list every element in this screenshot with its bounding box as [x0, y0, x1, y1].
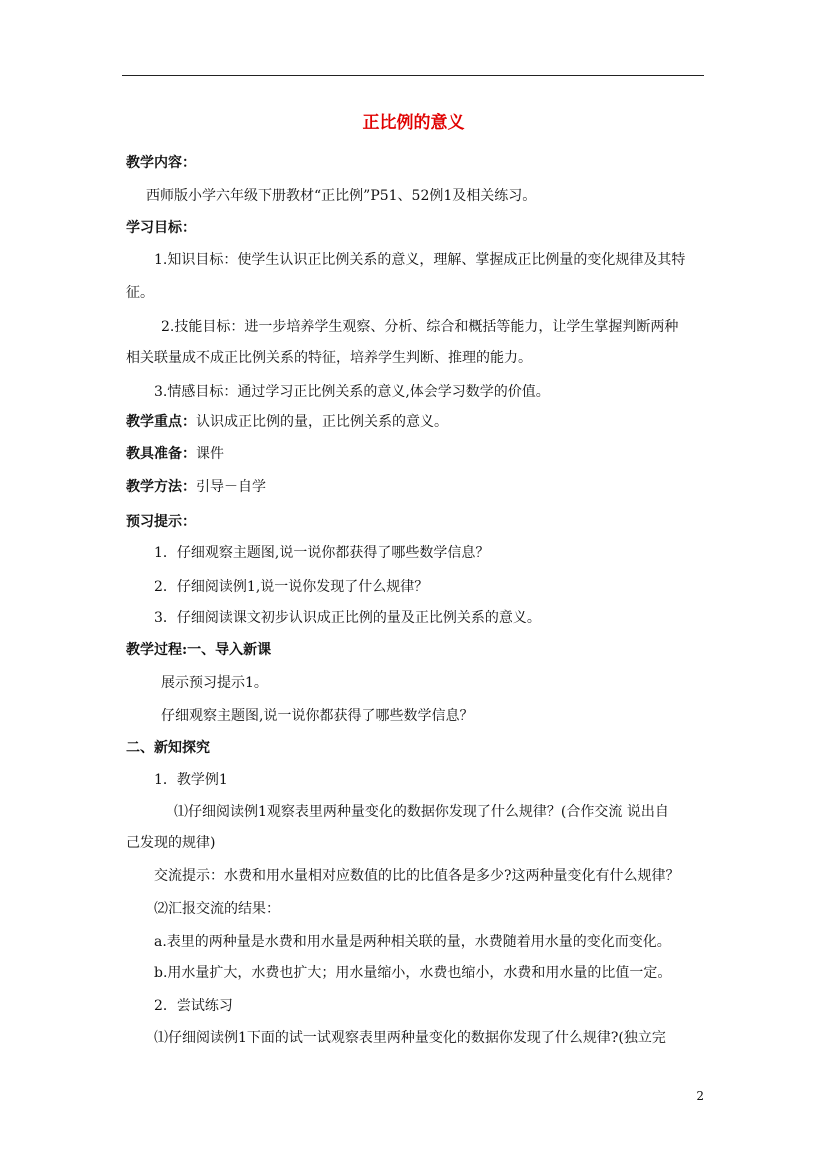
text-line	[154, 932, 671, 952]
line-text: 引导－自学	[196, 479, 266, 495]
section-heading: 教学内容：	[126, 155, 196, 171]
line-text: 1.知识目标：使学生认识正比例关系的意义，理解、掌握成正比例量的变化规律及其特	[154, 252, 686, 268]
line-text: ⑴仔细阅读例1下面的试一试观察表里两种量变化的数据你发现了什么规律?(独立完	[154, 1030, 666, 1046]
line-text: 认识成正比例的量，正比例关系的意义。	[196, 414, 448, 430]
line-text: 3．仔细阅读课文初步认识成正比例的量及正比例关系的意义。	[154, 610, 541, 626]
line-text: 3.情感目标：通过学习正比例关系的意义,体会学习数学的价值。	[154, 384, 550, 400]
text-line	[154, 899, 280, 919]
text-line	[154, 577, 428, 597]
line-text: 2．尝试练习	[154, 998, 233, 1014]
line-text: ⑵汇报交流的结果：	[154, 901, 280, 917]
line-text: 相关联量成不成正比例关系的特征，培养学生判断、推理的能力。	[126, 350, 532, 366]
text-line	[154, 543, 489, 563]
text-line	[126, 833, 215, 853]
line-text: 展示预习提示1。	[161, 675, 268, 691]
document-title: 正比例的意义	[362, 113, 465, 133]
text-line	[126, 153, 196, 173]
line-text: b.用水量扩大，水费也扩大；用水量缩小，水费也缩小，水费和用水量的比值一定。	[154, 965, 672, 981]
line-text: 征。	[126, 285, 154, 301]
text-line	[126, 477, 266, 497]
text-line	[126, 218, 196, 238]
text-line	[174, 802, 669, 822]
text-line	[154, 770, 228, 790]
text-line	[161, 317, 678, 337]
text-line	[161, 706, 473, 726]
line-text: a.表里的两种量是水费和用水量是两种相关联的量，水费随着用水量的变化而变化。	[154, 934, 671, 950]
text-line	[126, 283, 154, 303]
text-line	[154, 608, 541, 628]
section-heading: 二、新知探究	[126, 740, 210, 756]
text-line	[154, 866, 680, 886]
section-heading: 预习提示：	[126, 514, 196, 530]
text-line	[154, 1028, 666, 1048]
text-line	[126, 444, 224, 464]
text-line	[126, 738, 210, 758]
text-line	[154, 996, 233, 1016]
line-text: 仔细观察主题图,说一说你都获得了哪些数学信息？	[161, 708, 474, 724]
line-text: 2.技能目标：进一步培养学生观察、分析、综合和概括等能力，让学生掌握判断两种	[161, 319, 679, 335]
section-heading: 教学过程:一、导入新课	[126, 642, 272, 658]
text-line	[154, 963, 671, 983]
line-text: 交流提示：水费和用水量相对应数值的比的比值各是多少?这两种量变化有什么规律？	[154, 868, 680, 884]
section-heading: 学习目标：	[126, 220, 196, 236]
text-line	[154, 382, 550, 402]
text-line	[126, 512, 196, 532]
text-line	[126, 348, 532, 368]
section-heading: 教学方法：	[126, 479, 196, 495]
text-line	[126, 412, 448, 432]
line-text: ⑴仔细阅读例1观察表里两种量变化的数据你发现了什么规律？(合作交流 说出自	[174, 804, 669, 820]
line-text: 1．仔细观察主题图,说一说你都获得了哪些数学信息？	[154, 545, 490, 561]
line-text: 1．教学例1	[154, 772, 228, 788]
text-line	[154, 250, 685, 270]
line-text: 2．仔细阅读例1,说一说你发现了什么规律？	[154, 579, 429, 595]
section-heading: 教学重点：	[126, 414, 196, 430]
line-text: 己发现的规律)	[126, 835, 216, 851]
page-number: 2	[696, 1089, 704, 1103]
line-text: 课件	[196, 446, 224, 462]
header-rule	[122, 75, 704, 76]
text-line	[146, 186, 536, 206]
text-line	[126, 640, 271, 660]
text-line	[161, 673, 268, 693]
line-text: 西师版小学六年级下册教材“正比例”P51、52例1及相关练习。	[146, 188, 537, 204]
section-heading: 教具准备：	[126, 446, 196, 462]
